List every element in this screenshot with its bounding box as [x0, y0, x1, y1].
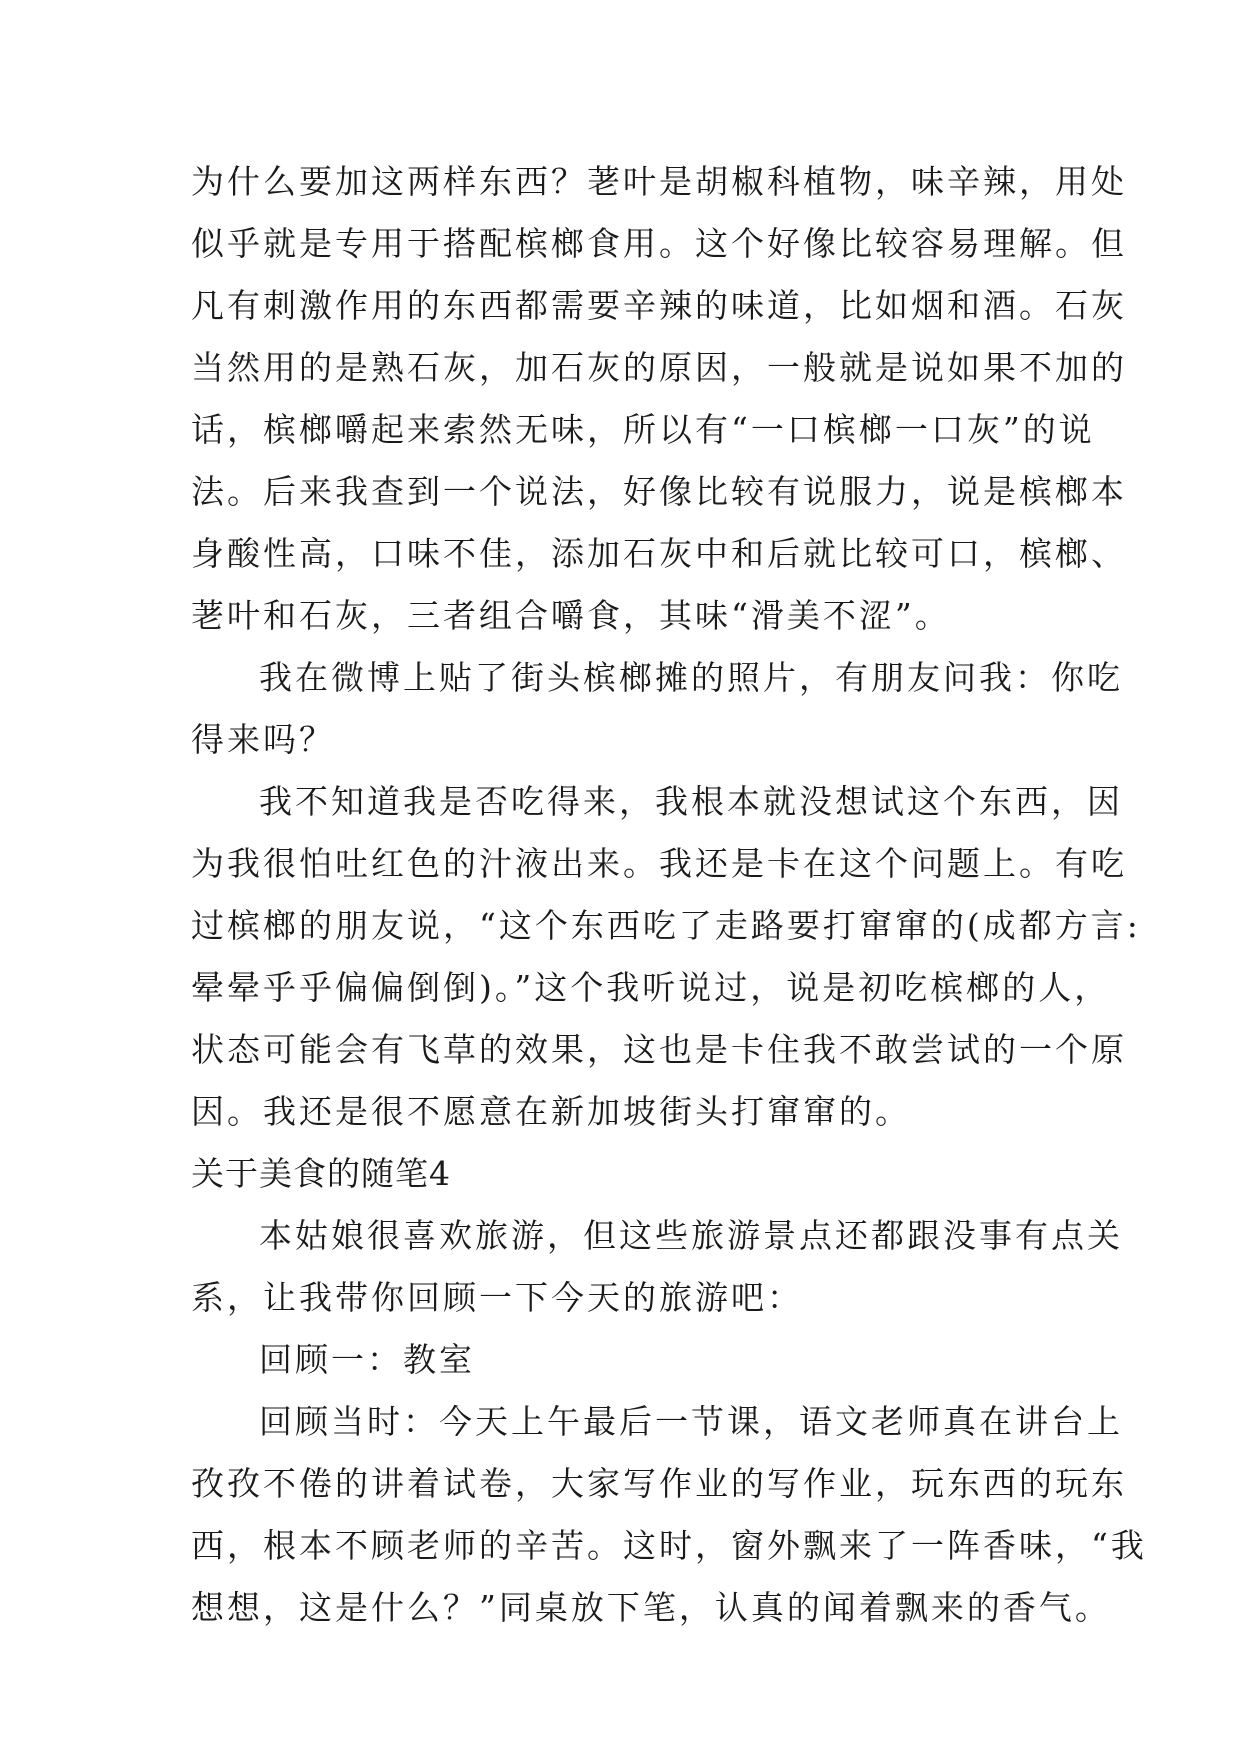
text-line: 当然用的是熟石灰，加石灰的原因，一般就是说如果不加的: [191, 348, 1127, 387]
section-heading: 关于美食的随笔4: [191, 1154, 451, 1193]
text-line: 想想，这是什么？”同桌放下笔，认真的闻着飘来的香气。: [191, 1588, 1111, 1627]
text-line: 凡有刺激作用的东西都需要辛辣的味道，比如烟和酒。石灰: [191, 286, 1127, 325]
document-body: [191, 151, 1147, 1639]
text-line: 过槟榔的朋友说，“这个东西吃了走路要打窜窜的(成都方言:: [191, 906, 1141, 945]
text-line: 法。后来我查到一个说法，好像比较有说服力，说是槟榔本: [191, 472, 1127, 511]
text-line: 西，根本不顾老师的辛苦。这时，窗外飘来了一阵香味，“我: [191, 1526, 1147, 1565]
text-line: 因。我还是很不愿意在新加坡街头打窜窜的。: [191, 1092, 911, 1131]
paragraph-first-line: 回顾一：教室: [259, 1340, 475, 1379]
text-line: 似乎就是专用于搭配槟榔食用。这个好像比较容易理解。但: [191, 224, 1127, 263]
text-line: 话，槟榔嚼起来索然无味，所以有“一口槟榔一口灰”的说: [191, 410, 1095, 449]
text-line: 荖叶和石灰，三者组合嚼食，其味“滑美不涩”。: [191, 596, 951, 635]
paragraph-first-line: 我在微博上贴了街头槟榔摊的照片，有朋友问我：你吃: [259, 658, 1123, 697]
text-line: 为我很怕吐红色的汁液出来。我还是卡在这个问题上。有吃: [191, 844, 1127, 883]
text-line: 得来吗？: [191, 720, 335, 759]
text-line: 状态可能会有飞草的效果，这也是卡住我不敢尝试的一个原: [191, 1030, 1127, 1069]
text-line: 孜孜不倦的讲着试卷，大家写作业的写作业，玩东西的玩东: [191, 1464, 1127, 1503]
text-line: 系，让我带你回顾一下今天的旅游吧：: [191, 1278, 803, 1317]
text-line: 晕晕乎乎偏偏倒倒)。”这个我听说过，说是初吃槟榔的人，: [191, 968, 1111, 1007]
text-line: 为什么要加这两样东西？荖叶是胡椒科植物，味辛辣，用处: [191, 162, 1127, 201]
text-line: 身酸性高，口味不佳，添加石灰中和后就比较可口，槟榔、: [191, 534, 1127, 573]
paragraph-first-line: 我不知道我是否吃得来，我根本就没想试这个东西，因: [259, 782, 1123, 821]
paragraph-first-line: 回顾当时：今天上午最后一节课，语文老师真在讲台上: [259, 1402, 1123, 1441]
paragraph-first-line: 本姑娘很喜欢旅游，但这些旅游景点还都跟没事有点关: [259, 1216, 1123, 1255]
